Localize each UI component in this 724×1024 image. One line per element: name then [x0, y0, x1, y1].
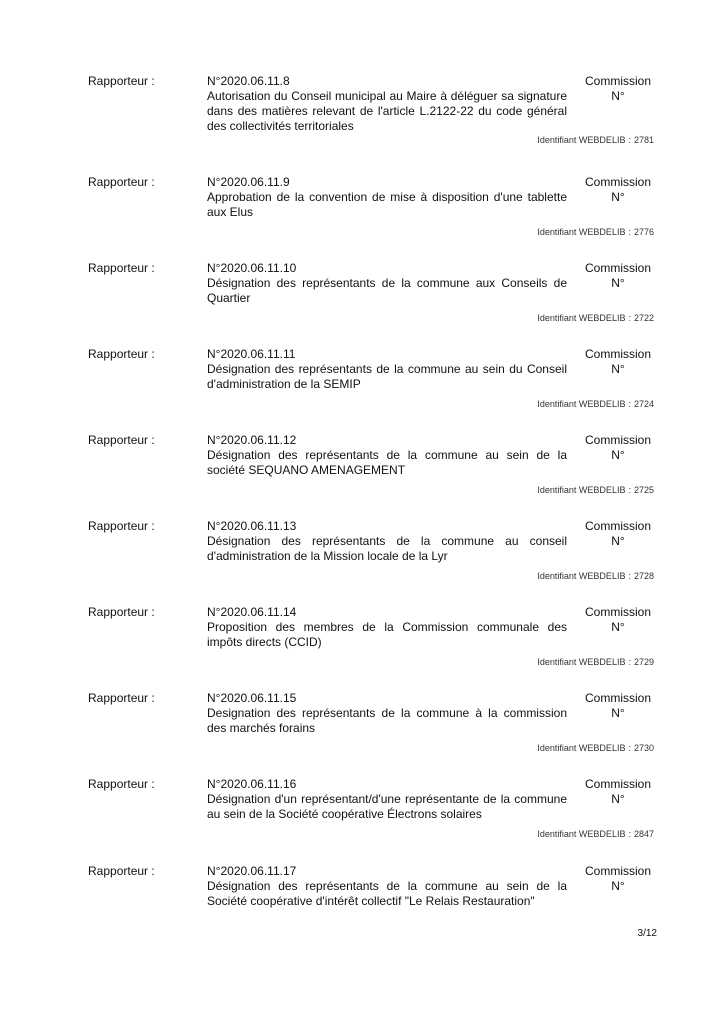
- webdelib-id: 2776: [633, 227, 654, 237]
- deliberation-number: N°2020.06.11.10: [207, 261, 297, 275]
- commission-label: Commission: [584, 691, 651, 705]
- rapporteur-label: Rapporteur :: [88, 261, 155, 275]
- rapporteur-label: Rapporteur :: [88, 347, 155, 361]
- page-number: 3/12: [637, 928, 657, 939]
- rapporteur-label: Rapporteur :: [88, 605, 155, 619]
- rapporteur-label: Rapporteur :: [88, 74, 155, 88]
- commission-block: [576, 605, 660, 635]
- webdelib-identifier: [537, 398, 654, 410]
- webdelib-separator: :: [628, 227, 631, 237]
- deliberation-description: Approbation de la convention de mise à disposition d'une tablette aux Elus: [207, 190, 567, 219]
- commission-label: Commission: [584, 261, 651, 275]
- deliberation-description: Désignation d'un représentant/d'une représentante de la commune au sein de la Société coopérative Électrons solaires: [207, 792, 567, 821]
- agenda-item: [0, 864, 724, 950]
- commission-number: N°: [611, 89, 625, 103]
- rapporteur-label: Rapporteur :: [88, 864, 155, 878]
- agenda-item: [0, 347, 724, 433]
- commission-number: N°: [611, 792, 625, 806]
- deliberation-description: Proposition des membres de la Commission communale des impôts directs (CCID): [207, 620, 567, 649]
- commission-block: [576, 433, 660, 463]
- webdelib-identifier: [537, 484, 654, 496]
- commission-label: Commission: [584, 605, 651, 619]
- webdelib-label: Identifiant WEBDELIB: [537, 135, 626, 145]
- webdelib-identifier: [537, 656, 654, 668]
- webdelib-identifier: [537, 570, 654, 582]
- deliberation-number: N°2020.06.11.17: [207, 864, 297, 878]
- commission-number: N°: [611, 706, 625, 720]
- webdelib-id: 2847: [633, 829, 654, 839]
- agenda-item: [0, 519, 724, 605]
- commission-number: N°: [611, 879, 625, 893]
- deliberation-description: Désignation des représentants de la commune au sein du Conseil d'administration de la SEMIP: [207, 362, 567, 391]
- deliberation-number: N°2020.06.11.12: [207, 433, 297, 447]
- commission-label: Commission: [584, 433, 651, 447]
- rapporteur-label: Rapporteur :: [88, 777, 155, 791]
- agenda-item: [0, 433, 724, 519]
- commission-label: Commission: [584, 864, 651, 878]
- agenda-item: [0, 261, 724, 347]
- webdelib-identifier: [537, 134, 654, 146]
- commission-number: N°: [611, 362, 625, 376]
- webdelib-label: Identifiant WEBDELIB: [537, 657, 626, 667]
- webdelib-label: Identifiant WEBDELIB: [537, 485, 626, 495]
- deliberation-number: N°2020.06.11.11: [207, 347, 296, 361]
- webdelib-id: 2724: [633, 399, 654, 409]
- deliberation-number: N°2020.06.11.8: [207, 74, 290, 88]
- commission-block: [576, 777, 660, 807]
- webdelib-separator: :: [628, 485, 631, 495]
- commission-block: [576, 691, 660, 721]
- deliberation-number: N°2020.06.11.14: [207, 605, 297, 619]
- rapporteur-label: Rapporteur :: [88, 691, 155, 705]
- deliberation-description: Autorisation du Conseil municipal au Maire à déléguer sa signature dans des matières relevant de l'article L.2122-22 du code général des collectivités territoriales: [207, 89, 567, 133]
- commission-block: [576, 864, 660, 894]
- commission-block: [576, 347, 660, 377]
- commission-block: [576, 261, 660, 291]
- commission-block: [576, 175, 660, 205]
- commission-number: N°: [611, 534, 625, 548]
- webdelib-separator: :: [628, 829, 631, 839]
- rapporteur-label: Rapporteur :: [88, 433, 155, 447]
- commission-label: Commission: [584, 777, 651, 791]
- deliberation-number: N°2020.06.11.15: [207, 691, 297, 705]
- deliberation-description: Designation des représentants de la commune à la commission des marchés forains: [207, 706, 567, 735]
- rapporteur-label: Rapporteur :: [88, 175, 155, 189]
- deliberation-number: N°2020.06.11.13: [207, 519, 297, 533]
- webdelib-separator: :: [628, 399, 631, 409]
- commission-number: N°: [611, 620, 625, 634]
- webdelib-separator: :: [628, 135, 631, 145]
- deliberation-description: Désignation des représentants de la commune au sein de la Société coopérative d'intérêt collectif "Le Relais Restauration": [207, 879, 567, 908]
- commission-label: Commission: [584, 519, 651, 533]
- webdelib-identifier: [537, 226, 654, 238]
- agenda-item: [0, 175, 724, 261]
- agenda-item: [0, 777, 724, 863]
- webdelib-id: 2729: [633, 657, 654, 667]
- webdelib-identifier: [537, 828, 654, 840]
- webdelib-id: 2722: [633, 313, 654, 323]
- webdelib-label: Identifiant WEBDELIB: [537, 829, 626, 839]
- webdelib-id: 2728: [633, 571, 654, 581]
- commission-label: Commission: [584, 74, 651, 88]
- commission-label: Commission: [584, 347, 651, 361]
- webdelib-label: Identifiant WEBDELIB: [537, 227, 626, 237]
- agenda-item: [0, 605, 724, 691]
- rapporteur-label: Rapporteur :: [88, 519, 155, 533]
- commission-number: N°: [611, 190, 625, 204]
- commission-number: N°: [611, 448, 625, 462]
- deliberation-number: N°2020.06.11.16: [207, 777, 297, 791]
- webdelib-label: Identifiant WEBDELIB: [537, 743, 626, 753]
- webdelib-separator: :: [628, 571, 631, 581]
- webdelib-label: Identifiant WEBDELIB: [537, 313, 626, 323]
- deliberation-number: N°2020.06.11.9: [207, 175, 290, 189]
- webdelib-separator: :: [628, 313, 631, 323]
- webdelib-label: Identifiant WEBDELIB: [537, 399, 626, 409]
- webdelib-label: Identifiant WEBDELIB: [537, 571, 626, 581]
- webdelib-identifier: [537, 742, 654, 754]
- webdelib-id: 2781: [633, 135, 654, 145]
- webdelib-identifier: [537, 312, 654, 324]
- deliberation-description: Désignation des représentants de la commune aux Conseils de Quartier: [207, 276, 567, 305]
- agenda-item: [0, 74, 724, 160]
- deliberation-description: Désignation des représentants de la commune au conseil d'administration de la Mission locale de la Lyr: [207, 534, 567, 563]
- commission-block: [576, 74, 660, 104]
- webdelib-separator: :: [628, 657, 631, 667]
- commission-block: [576, 519, 660, 549]
- agenda-item: [0, 691, 724, 777]
- webdelib-id: 2730: [633, 743, 654, 753]
- webdelib-separator: :: [628, 743, 631, 753]
- commission-number: N°: [611, 276, 625, 290]
- webdelib-id: 2725: [633, 485, 654, 495]
- deliberation-description: Désignation des représentants de la commune au sein de la société SEQUANO AMENAGEMENT: [207, 448, 567, 477]
- commission-label: Commission: [584, 175, 651, 189]
